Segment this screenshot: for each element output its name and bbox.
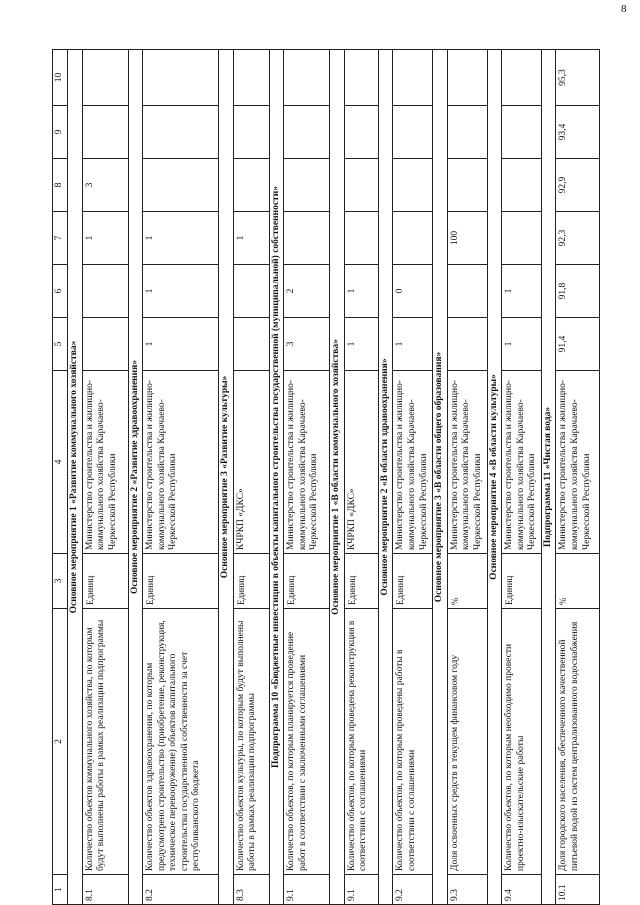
section-row: [330, 50, 345, 905]
section-title: Основное мероприятие 1 «Развитие коммунального хозяйства»: [68, 50, 83, 905]
value-cell: [502, 159, 542, 212]
value-cell: 1: [143, 265, 219, 318]
indicators-table: [52, 49, 600, 905]
value-cell: 100: [447, 212, 487, 265]
value-cell: [344, 212, 378, 265]
value-cell: 1: [502, 265, 542, 318]
value-cell: [284, 106, 330, 159]
section-title: Подпрограмма 10 «Бюджетные инвестиции в объекты капитального строительства государственной (муниципальной) собственности»: [269, 50, 284, 905]
unit-cell: %: [556, 554, 600, 609]
value-cell: [82, 106, 128, 159]
header-cell: 3: [53, 554, 68, 609]
table-row: [233, 50, 269, 905]
value-cell: [393, 50, 433, 106]
row-number: 9.1: [344, 875, 378, 905]
executor-cell: Министерство строительства и жилищно-коммунального хозяйства Карачаево-Черкесской Республики: [393, 371, 433, 554]
indicator-name: Доля городского населения, обеспеченного качественной питьевой водой из систем централизованного водоснабжения: [556, 609, 600, 875]
page-number: 8: [621, 3, 627, 15]
row-number: 9.2: [393, 875, 433, 905]
value-cell: [233, 265, 269, 318]
value-cell: [284, 212, 330, 265]
value-cell: 3: [82, 159, 128, 212]
row-number: 8.2: [143, 875, 219, 905]
row-number: 8.3: [233, 875, 269, 905]
value-cell: [344, 106, 378, 159]
section-row: [487, 50, 502, 905]
header-cell: 2: [53, 609, 68, 875]
value-cell: 0: [393, 265, 433, 318]
table-row: [393, 50, 433, 905]
value-cell: 3: [284, 318, 330, 371]
value-cell: [143, 106, 219, 159]
value-cell: [344, 50, 378, 106]
value-cell: [393, 159, 433, 212]
executor-cell: Министерство строительства и жилищно-коммунального хозяйства Карачаево-Черкесской Республики: [82, 371, 128, 554]
executor-cell: КЧРКП «ДКС»: [344, 371, 378, 554]
unit-cell: Единиц: [393, 554, 433, 609]
table-body: [53, 50, 600, 905]
section-row: [219, 50, 234, 905]
unit-cell: Единиц: [143, 554, 219, 609]
unit-cell: Единиц: [82, 554, 128, 609]
value-cell: 1: [393, 318, 433, 371]
table-row: [143, 50, 219, 905]
executor-cell: КЧРКП «ДКС»: [233, 371, 269, 554]
section-row: [128, 50, 143, 905]
value-cell: [82, 265, 128, 318]
indicator-name: Количество объектов здравоохранения, по которым предусмотрено строительство (приобретение, реконструкция, техническое перевооружение) объектов капитального строительства государственной собственности за счет республиканского бюджета: [143, 609, 219, 875]
section-title: Основное мероприятие 3 «В области общего образования»: [433, 50, 448, 905]
value-cell: 1: [82, 212, 128, 265]
value-cell: [284, 159, 330, 212]
row-number: 9.1: [284, 875, 330, 905]
header-cell: 4: [53, 371, 68, 554]
value-cell: [284, 50, 330, 106]
value-cell: [82, 50, 128, 106]
section-title: Основное мероприятие 2 «В области здравоохранения»: [378, 50, 393, 905]
section-row: [269, 50, 284, 905]
section-row: [541, 50, 556, 905]
value-cell: 1: [233, 212, 269, 265]
header-cell: 10: [53, 50, 68, 106]
table-row: [284, 50, 330, 905]
table-row: [502, 50, 542, 905]
unit-cell: Единиц: [284, 554, 330, 609]
section-title: Основное мероприятие 4 «В области культуры»: [487, 50, 502, 905]
indicator-name: Количество объектов, по которым проведена реконструкция в соответствии с соглашениями: [344, 609, 378, 875]
section-title: Подпрограмма 11 «Чистая вода»: [541, 50, 556, 905]
indicator-name: Количество объектов коммунального хозяйства, по которым будут выполнены работы в рамках реализации подпрограммы: [82, 609, 128, 875]
value-cell: [143, 50, 219, 106]
header-cell: 8: [53, 159, 68, 212]
value-cell: [393, 212, 433, 265]
indicator-name: Количество объектов, по которым планируется проведение работ в соответствии с заключенными соглашениями: [284, 609, 330, 875]
table-row: [344, 50, 378, 905]
unit-cell: Единиц: [344, 554, 378, 609]
value-cell: 1: [344, 318, 378, 371]
value-cell: 95,3: [556, 50, 600, 106]
header-row: [53, 50, 68, 905]
section-title: Основное мероприятие 1 «В области коммунального хозяйства»: [330, 50, 345, 905]
value-cell: [143, 159, 219, 212]
indicator-name: Доля освоенных средств в текущем финансовом году: [447, 609, 487, 875]
executor-cell: Министерство строительства и жилищно-коммунального хозяйства Карачаево-Черкесской Республики: [284, 371, 330, 554]
value-cell: [447, 50, 487, 106]
indicator-name: Количество объектов, по которым необходимо провести проектно-изыскательские работы: [502, 609, 542, 875]
executor-cell: Министерство строительства и жилищно-коммунального хозяйства Карачаево-Черкесской Республики: [143, 371, 219, 554]
header-cell: 7: [53, 212, 68, 265]
value-cell: [344, 159, 378, 212]
value-cell: 91,4: [556, 318, 600, 371]
executor-cell: Министерство строительства и жилищно-коммунального хозяйства Карачаево-Черкесской Республики: [502, 371, 542, 554]
value-cell: 92,9: [556, 159, 600, 212]
value-cell: [447, 106, 487, 159]
indicator-name: Количество объектов культуры, по которым будут выполнены работы в рамках реализации подпрограммы: [233, 609, 269, 875]
row-number: 9.4: [502, 875, 542, 905]
value-cell: 1: [344, 265, 378, 318]
value-cell: [447, 318, 487, 371]
row-number: 9.3: [447, 875, 487, 905]
section-title: Основное мероприятие 2 «Развитие здравоохранения»: [128, 50, 143, 905]
value-cell: [502, 106, 542, 159]
value-cell: 91,8: [556, 265, 600, 318]
value-cell: [233, 318, 269, 371]
unit-cell: Единиц: [233, 554, 269, 609]
header-cell: 6: [53, 265, 68, 318]
table-row: [447, 50, 487, 905]
value-cell: 1: [143, 212, 219, 265]
executor-cell: Министерство строительства и жилищно-коммунального хозяйства Карачаево-Черкесской Республики: [556, 371, 600, 554]
header-cell: 9: [53, 106, 68, 159]
table-row: [556, 50, 600, 905]
value-cell: 93,4: [556, 106, 600, 159]
section-row: [433, 50, 448, 905]
value-cell: [502, 50, 542, 106]
value-cell: [502, 212, 542, 265]
value-cell: 1: [502, 318, 542, 371]
unit-cell: %: [447, 554, 487, 609]
value-cell: [233, 50, 269, 106]
value-cell: 2: [284, 265, 330, 318]
value-cell: 92,3: [556, 212, 600, 265]
value-cell: [233, 106, 269, 159]
rotated-table-container: [52, 50, 592, 905]
unit-cell: Единиц: [502, 554, 542, 609]
value-cell: [447, 265, 487, 318]
table-row: [82, 50, 128, 905]
value-cell: 1: [143, 318, 219, 371]
section-row: [378, 50, 393, 905]
row-number: 10.1: [556, 875, 600, 905]
header-cell: 1: [53, 875, 68, 905]
value-cell: [82, 318, 128, 371]
header-cell: 5: [53, 318, 68, 371]
value-cell: [447, 159, 487, 212]
value-cell: [233, 159, 269, 212]
section-row: [68, 50, 83, 905]
indicator-name: Количество объектов, по которым проведены работы в соответствии с соглашениями: [393, 609, 433, 875]
section-title: Основное мероприятие 3 «Развитие культуры»: [219, 50, 234, 905]
value-cell: [393, 106, 433, 159]
row-number: 8.1: [82, 875, 128, 905]
executor-cell: Министерство строительства и жилищно-коммунального хозяйства Карачаево-Черкесской Республики: [447, 371, 487, 554]
